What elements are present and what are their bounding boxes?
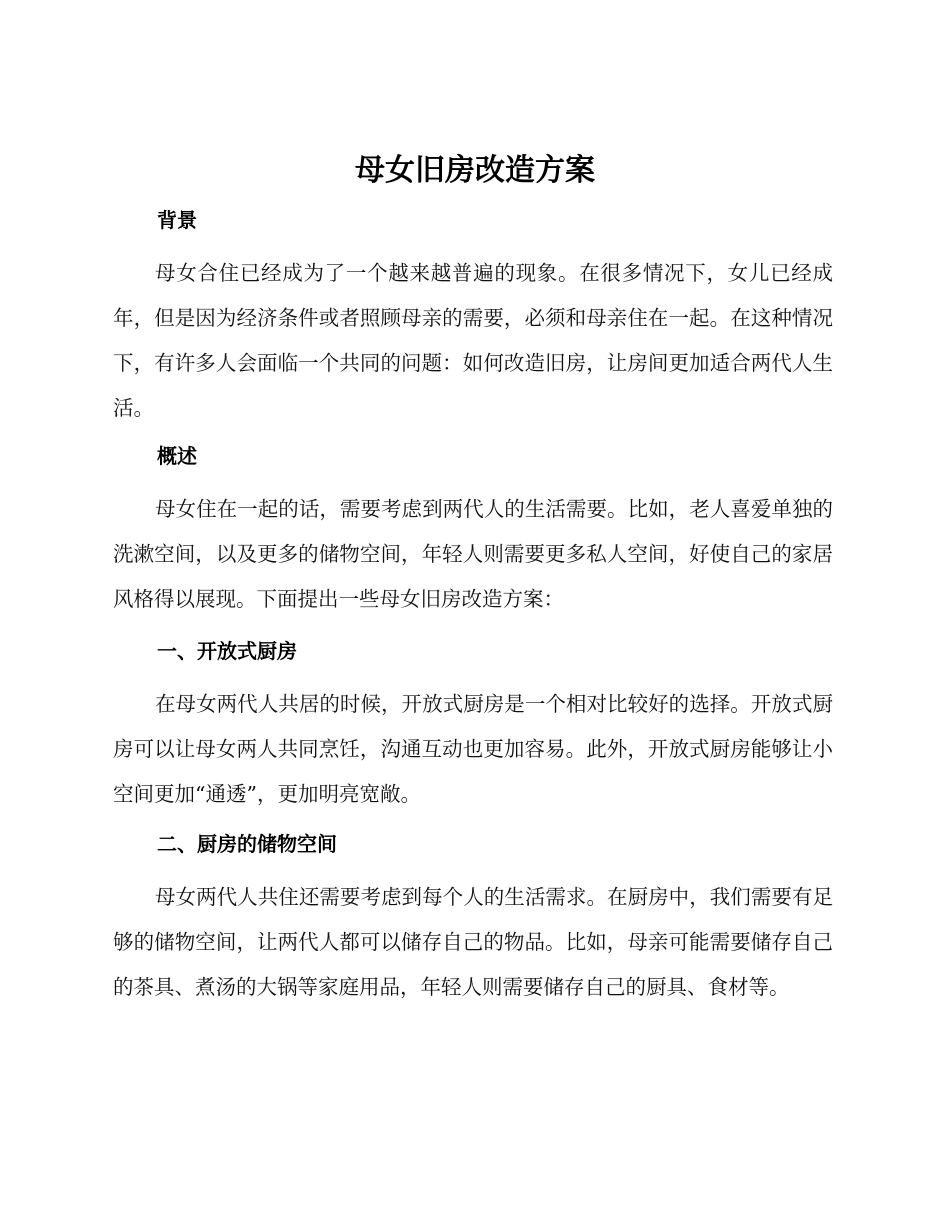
section-body-open-kitchen: 在母女两代人共居的时候，开放式厨房是一个相对比较好的选择。开放式厨房可以让母女两人共同烹饪，沟通互动也更加容易。此外，开放式厨房能够让小空间更加“通透”，更加明亮宽敞。 <box>113 692 833 806</box>
document-title: 母女旧房改造方案 <box>355 153 595 188</box>
section-heading-background: 背景 <box>157 208 197 232</box>
section-heading-overview: 概述 <box>157 444 197 468</box>
section-body-overview: 母女住在一起的话，需要考虑到两代人的生活需要。比如，老人喜爱单独的洗漱空间，以及更多的储物空间，年轻人则需要更多私人空间，好使自己的家居风格得以展现。下面提出一些母女旧房改造方案： <box>113 497 833 611</box>
section-body-kitchen-storage: 母女两代人共住还需要考虑到每个人的生活需求。在厨房中，我们需要有足够的储物空间，让两代人都可以储存自己的物品。比如，母亲可能需要储存自己的茶具、煮汤的大锅等家庭用品，年轻人则需要储存自己的厨具、食材等。 <box>113 885 833 999</box>
section-heading-kitchen-storage: 二、厨房的储物空间 <box>157 832 337 856</box>
section-body-background: 母女合住已经成为了一个越来越普遍的现象。在很多情况下，女儿已经成年，但是因为经济条件或者照顾母亲的需要，必须和母亲住在一起。在这种情况下，有许多人会面临一个共同的问题：如何改造旧房，让房间更加适合两代人生活。 <box>113 261 833 420</box>
section-heading-open-kitchen: 一、开放式厨房 <box>157 639 297 663</box>
